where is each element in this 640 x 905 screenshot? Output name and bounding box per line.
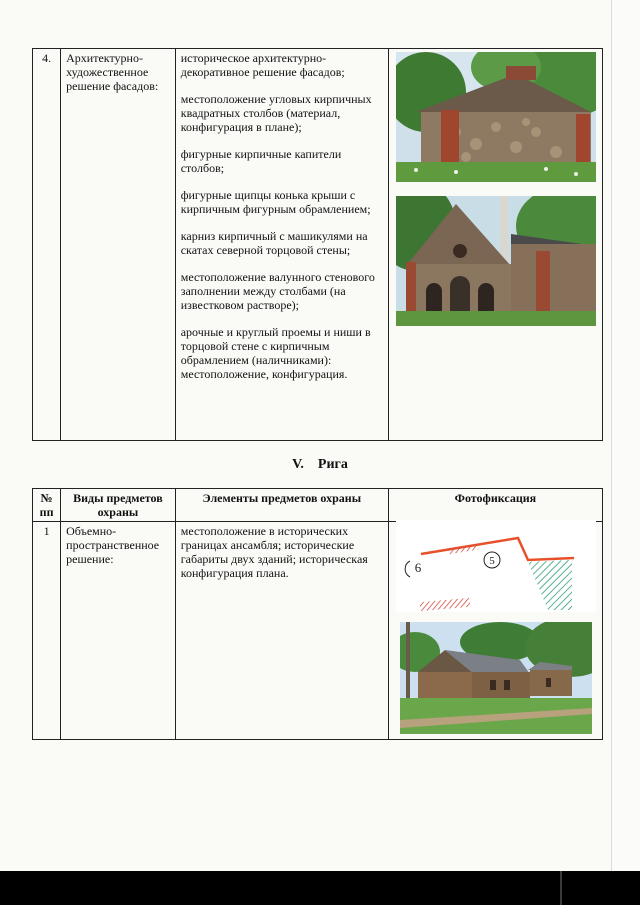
map-label-6: 6 xyxy=(414,560,422,575)
table-header-row xyxy=(33,489,603,522)
element-item: фигурные кирпичные капители столбов; xyxy=(180,147,342,175)
protection-kind: Объемно-пространственное решение: xyxy=(61,522,176,740)
section-name: Рига xyxy=(317,457,348,472)
row-number: 4. xyxy=(33,49,61,441)
page-edge-line xyxy=(611,0,612,871)
element-item: местоположение угловых кирпичных квадратных столбов (материал, конфигурация в плане); xyxy=(180,92,372,134)
element-item: местоположение валунного стенового заполнении между столбами (на известковом растворе); xyxy=(180,270,375,312)
header-number: № пп xyxy=(33,489,61,522)
protection-elements xyxy=(175,49,388,441)
element-item: историческое архитектурно-декоративное решение фасадов; xyxy=(180,51,345,79)
scan-mark xyxy=(560,871,562,905)
section-number: V. xyxy=(292,457,304,472)
page-edge xyxy=(611,0,640,871)
site-plan-map xyxy=(396,520,596,612)
header-elements: Элементы предметов охраны xyxy=(175,489,388,522)
section-title xyxy=(0,457,640,473)
buildings-photo-landscape xyxy=(400,622,592,734)
protection-elements: местоположение в исторических границах ансамбля; исторические габариты двух зданий; историческая конфигурация плана. xyxy=(175,522,388,740)
element-item: карниз кирпичный с машикулями на скатах северной торцовой стены; xyxy=(180,229,368,257)
header-kind: Виды предметов охраны xyxy=(61,489,176,522)
element-item: фигурные щипцы конька крыши с кирпичным фигурным обрамлением; xyxy=(180,188,371,216)
building-photo-facade xyxy=(396,52,596,182)
element-item: арочные и круглый проемы и ниши в торцовой стене с кирпичным обрамлением (наличниками): местоположение, конфигурация. xyxy=(180,325,371,381)
map-label-5: 5 xyxy=(489,555,495,567)
protection-kind: Архитектурно-художественное решение фасадов: xyxy=(61,49,176,441)
building-photo-gable xyxy=(396,196,596,326)
row-number: 1 xyxy=(33,522,61,740)
header-photo: Фотофиксация xyxy=(388,489,602,522)
